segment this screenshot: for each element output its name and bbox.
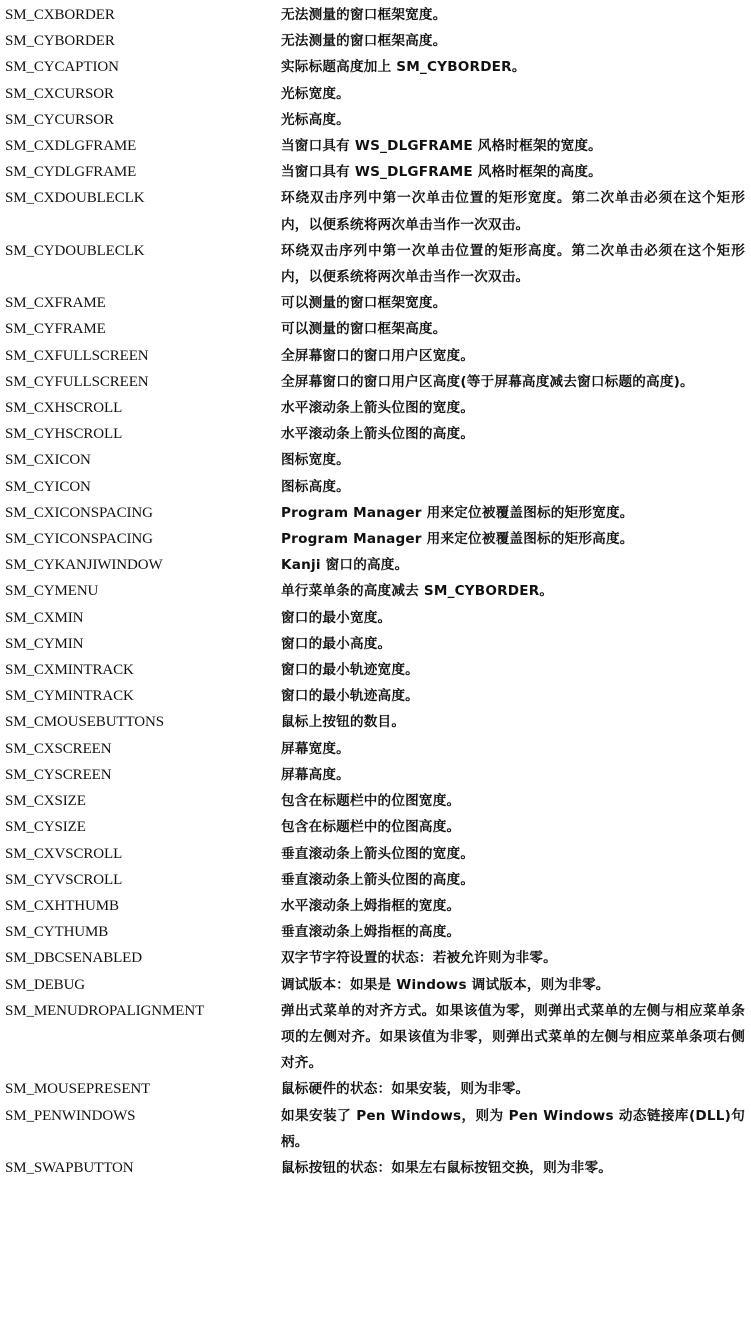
table-row bbox=[0, 1103, 751, 1155]
constant-name: SM_CXFULLSCREEN bbox=[5, 347, 149, 364]
constant-description: 如果安装了 Pen Windows，则为 Pen Windows 动态链接库(DLL)句柄。 bbox=[281, 1107, 745, 1150]
table-row bbox=[0, 841, 751, 867]
table-row bbox=[0, 762, 751, 788]
constant-description: 环绕双击序列中第一次单击位置的矩形宽度。第二次单击必须在这个矩形内，以便系统将两次单击当作一次双击。 bbox=[281, 190, 745, 233]
table-row bbox=[0, 2, 751, 28]
table-row bbox=[0, 972, 751, 998]
constant-description: 鼠标硬件的状态：如果安装，则为非零。 bbox=[281, 1081, 530, 1098]
constant-description: 双字节字符设置的状态：若被允许则为非零。 bbox=[281, 950, 557, 967]
table-row bbox=[0, 28, 751, 54]
constant-description: Program Manager 用来定位被覆盖图标的矩形宽度。 bbox=[281, 504, 634, 521]
table-row bbox=[0, 1155, 751, 1181]
constant-description: 鼠标按钮的状态：如果左右鼠标按钮交换，则为非零。 bbox=[281, 1159, 613, 1176]
table-row bbox=[0, 683, 751, 709]
constant-description: 当窗口具有 WS_DLGFRAME 风格时框架的高度。 bbox=[281, 164, 602, 181]
constant-name: SM_CYMIN bbox=[5, 635, 84, 652]
constant-name: SM_CXHTHUMB bbox=[5, 897, 119, 914]
table-row bbox=[0, 788, 751, 814]
constant-description: 水平滚动条上姆指框的宽度。 bbox=[281, 897, 461, 914]
constant-name: SM_CYICONSPACING bbox=[5, 531, 153, 548]
constant-description: 窗口的最小高度。 bbox=[281, 635, 392, 652]
table-row bbox=[0, 814, 751, 840]
constant-description: 窗口的最小轨迹宽度。 bbox=[281, 662, 419, 679]
constant-name: SM_PENWINDOWS bbox=[5, 1107, 136, 1124]
table-row bbox=[0, 578, 751, 604]
constant-name: SM_CYMINTRACK bbox=[5, 688, 134, 705]
table-row bbox=[0, 1076, 751, 1102]
table-row bbox=[0, 474, 751, 500]
constant-description: 图标高度。 bbox=[281, 478, 350, 495]
constant-description: 鼠标上按钮的数目。 bbox=[281, 714, 406, 731]
constant-name: SM_CYFRAME bbox=[5, 321, 106, 338]
table-row bbox=[0, 54, 751, 80]
constant-name: SM_CXMINTRACK bbox=[5, 662, 134, 679]
constant-name: SM_CXDOUBLECLK bbox=[5, 190, 145, 207]
table-row bbox=[0, 919, 751, 945]
constant-description: Program Manager 用来定位被覆盖图标的矩形高度。 bbox=[281, 531, 634, 548]
constant-name: SM_CYKANJIWINDOW bbox=[5, 557, 163, 574]
constant-name: SM_CYFULLSCREEN bbox=[5, 373, 149, 390]
constant-description: 无法测量的窗口框架宽度。 bbox=[281, 7, 447, 23]
constant-name: SM_CXDLGFRAME bbox=[5, 138, 137, 155]
constant-description: 水平滚动条上箭头位图的宽度。 bbox=[281, 400, 475, 417]
constant-description: 可以测量的窗口框架宽度。 bbox=[281, 295, 447, 312]
constant-description: 图标宽度。 bbox=[281, 452, 350, 469]
constant-description: 包含在标题栏中的位图高度。 bbox=[281, 819, 461, 836]
table-row bbox=[0, 605, 751, 631]
table-row bbox=[0, 133, 751, 159]
constant-description: 可以测量的窗口框架高度。 bbox=[281, 321, 447, 338]
table-row bbox=[0, 893, 751, 919]
table-row bbox=[0, 709, 751, 735]
constant-description: 全屏幕窗口的窗口用户区高度(等于屏幕高度减去窗口标题的高度)。 bbox=[281, 373, 694, 390]
constant-name: SM_CYMENU bbox=[5, 583, 99, 600]
constant-name: SM_CXFRAME bbox=[5, 295, 106, 312]
table-row bbox=[0, 343, 751, 369]
constant-name: SM_DBCSENABLED bbox=[5, 950, 142, 967]
table-row bbox=[0, 998, 751, 1077]
table-row bbox=[0, 238, 751, 290]
constant-name: SM_MOUSEPRESENT bbox=[5, 1081, 151, 1098]
table-row bbox=[0, 945, 751, 971]
constant-description: 单行菜单条的高度减去 SM_CYBORDER。 bbox=[281, 583, 554, 600]
table-row bbox=[0, 421, 751, 447]
constant-name: SM_CYSCREEN bbox=[5, 766, 112, 783]
table-row bbox=[0, 316, 751, 342]
constant-name: SM_CXHSCROLL bbox=[5, 400, 123, 417]
constant-name: SM_CMOUSEBUTTONS bbox=[5, 714, 164, 731]
constant-description: 当窗口具有 WS_DLGFRAME 风格时框架的宽度。 bbox=[281, 138, 602, 155]
constant-name: SM_CYDLGFRAME bbox=[5, 164, 137, 181]
constant-description: 垂直滚动条上姆指框的高度。 bbox=[281, 924, 461, 941]
constant-name: SM_CXICONSPACING bbox=[5, 504, 153, 521]
constant-name: SM_CXVSCROLL bbox=[5, 845, 123, 862]
system-metrics-table bbox=[0, 2, 751, 1181]
constant-name: SM_CXCURSOR bbox=[5, 85, 114, 102]
table-row bbox=[0, 552, 751, 578]
constant-name: SM_CYCAPTION bbox=[5, 59, 119, 76]
constant-description: 光标高度。 bbox=[281, 111, 350, 128]
constant-description: 调试版本：如果是 Windows 调试版本，则为非零。 bbox=[281, 976, 610, 993]
table-row bbox=[0, 736, 751, 762]
constant-description: 实际标题高度加上 SM_CYBORDER。 bbox=[281, 59, 526, 76]
constant-description: 包含在标题栏中的位图宽度。 bbox=[281, 793, 461, 810]
constant-description: 全屏幕窗口的窗口用户区宽度。 bbox=[281, 347, 475, 364]
constant-name: SM_CXSCREEN bbox=[5, 740, 112, 757]
constant-name: SM_CXICON bbox=[5, 452, 91, 469]
table-row bbox=[0, 81, 751, 107]
table-row bbox=[0, 526, 751, 552]
constant-name: SM_CXBORDER bbox=[5, 7, 115, 23]
constant-name: SM_MENUDROPALIGNMENT bbox=[5, 1002, 205, 1019]
constant-name: SM_DEBUG bbox=[5, 976, 86, 993]
constant-description: Kanji 窗口的高度。 bbox=[281, 557, 409, 574]
constant-description: 垂直滚动条上箭头位图的宽度。 bbox=[281, 845, 475, 862]
table-row bbox=[0, 159, 751, 185]
table-row bbox=[0, 369, 751, 395]
constant-name: SM_SWAPBUTTON bbox=[5, 1159, 134, 1176]
table-row bbox=[0, 447, 751, 473]
constant-description: 环绕双击序列中第一次单击位置的矩形高度。第二次单击必须在这个矩形内，以便系统将两次单击当作一次双击。 bbox=[281, 242, 745, 286]
constant-name: SM_CYVSCROLL bbox=[5, 871, 123, 888]
constant-name: SM_CXMIN bbox=[5, 609, 84, 626]
table-row bbox=[0, 867, 751, 893]
table-row bbox=[0, 395, 751, 421]
constant-description: 窗口的最小宽度。 bbox=[281, 609, 392, 626]
constant-name: SM_CYSIZE bbox=[5, 819, 86, 836]
constant-description: 屏幕宽度。 bbox=[281, 740, 350, 757]
constant-name: SM_CXSIZE bbox=[5, 793, 86, 810]
constant-description: 屏幕高度。 bbox=[281, 766, 350, 783]
constant-name: SM_CYHSCROLL bbox=[5, 426, 123, 443]
table-row bbox=[0, 500, 751, 526]
table-row bbox=[0, 185, 751, 237]
constant-description: 窗口的最小轨迹高度。 bbox=[281, 688, 419, 705]
constant-name: SM_CYDOUBLECLK bbox=[5, 242, 145, 259]
constant-name: SM_CYBORDER bbox=[5, 33, 115, 50]
constant-description: 水平滚动条上箭头位图的高度。 bbox=[281, 426, 475, 443]
table-row bbox=[0, 107, 751, 133]
constant-description: 垂直滚动条上箭头位图的高度。 bbox=[281, 871, 475, 888]
constant-name: SM_CYICON bbox=[5, 478, 91, 495]
table-row bbox=[0, 290, 751, 316]
table-row bbox=[0, 657, 751, 683]
constant-description: 弹出式菜单的对齐方式。如果该值为零，则弹出式菜单的左侧与相应菜单条项的左侧对齐。如果该值为非零，则弹出式菜单的左侧与相应菜单条项右侧对齐。 bbox=[281, 1002, 745, 1072]
constant-name: SM_CYTHUMB bbox=[5, 924, 109, 941]
constant-description: 光标宽度。 bbox=[281, 85, 350, 102]
constant-name: SM_CYCURSOR bbox=[5, 111, 114, 128]
constant-description: 无法测量的窗口框架高度。 bbox=[281, 33, 447, 50]
table-row bbox=[0, 631, 751, 657]
